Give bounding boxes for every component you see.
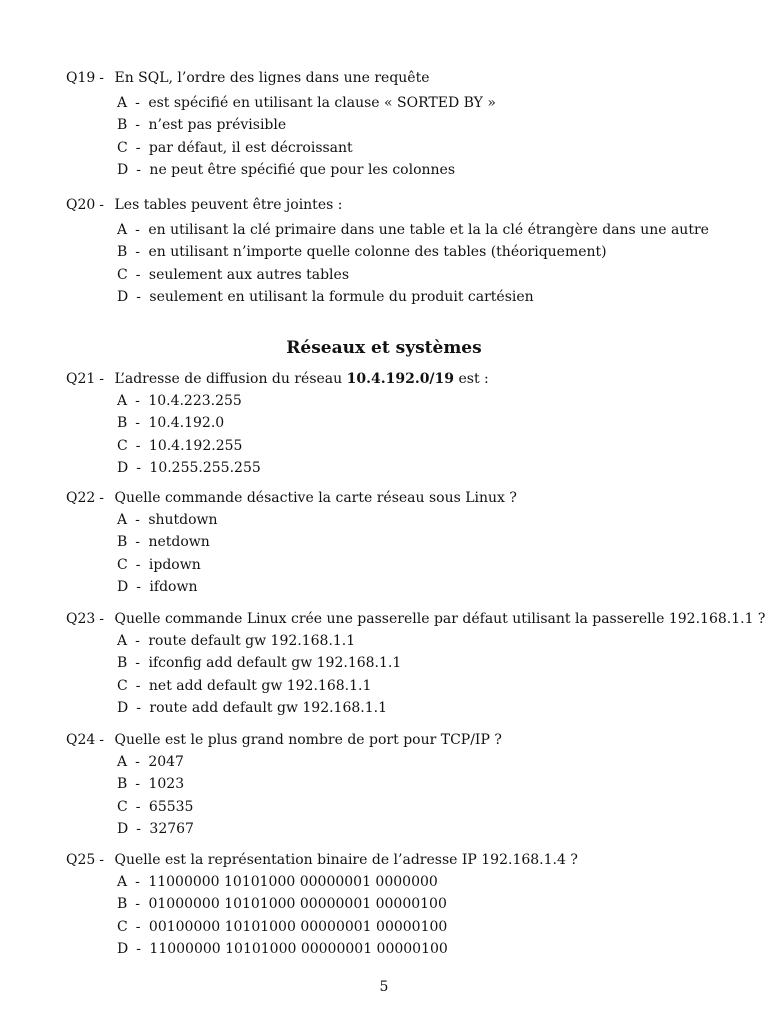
option-letter: B xyxy=(117,896,128,913)
option-letter: D xyxy=(117,941,129,958)
question-text-suffix: est : xyxy=(458,371,489,387)
question-number: Q19 xyxy=(66,70,96,86)
option-text: shutdown xyxy=(148,512,218,528)
option-text: route default gw 192.168.1.1 xyxy=(148,633,356,649)
question-number: Q20 xyxy=(66,197,96,213)
question-stem: Q19 - En SQL, l’ordre des lignes dans une requête xyxy=(66,67,728,89)
option-text: 11000000 10101000 00000001 0000000 xyxy=(148,874,438,890)
option-text: 65535 xyxy=(148,798,194,815)
question-q24 xyxy=(66,729,728,841)
option-text: ne peut être spécifié que pour les colonnes xyxy=(149,162,456,179)
option-text: par défaut, il est décroissant xyxy=(148,139,353,156)
answer-option-c: C - seulement aux autres tables xyxy=(66,264,728,286)
option-text: 11000000 10101000 00000001 00000100 xyxy=(149,941,448,958)
answer-option-c: C - net add default gw 192.168.1.1 xyxy=(66,675,728,697)
question-q21 xyxy=(66,368,728,480)
option-letter: A xyxy=(117,512,128,528)
question-text: Quelle est le plus grand nombre de port pour TCP/IP ? xyxy=(114,732,502,748)
question-q19 xyxy=(66,67,728,182)
option-text: 1023 xyxy=(148,776,185,793)
option-letter: B xyxy=(117,117,128,134)
answer-option-b: B - en utilisant n’importe quelle colonne des tables (théoriquement) xyxy=(66,241,728,263)
option-text: seulement en utilisant la formule du produit cartésien xyxy=(149,289,534,306)
answer-option-a: A - shutdown xyxy=(66,509,728,531)
option-letter: A xyxy=(117,393,128,409)
answer-option-a: A - 10.4.223.255 xyxy=(66,390,728,412)
answer-option-b: B - ifconfig add default gw 192.168.1.1 xyxy=(66,652,728,674)
option-letter: D xyxy=(117,289,129,306)
question-number: Q22 xyxy=(66,490,96,506)
option-letter: A xyxy=(117,874,128,890)
question-q22 xyxy=(66,487,728,599)
question-q20 xyxy=(66,194,728,309)
section-title: Réseaux et systèmes xyxy=(286,338,482,358)
option-text: ifdown xyxy=(149,579,198,596)
question-stem: Q22 - Quelle commande désactive la carte réseau sous Linux ? xyxy=(66,487,728,509)
option-letter: A xyxy=(117,633,128,649)
option-text: 10.255.255.255 xyxy=(149,460,261,477)
option-text: 10.4.192.0 xyxy=(148,415,225,432)
question-text: Quelle est la représentation binaire de l’adresse IP 192.168.1.4 ? xyxy=(114,852,578,868)
option-letter: A xyxy=(117,222,128,238)
option-letter: B xyxy=(117,244,128,261)
question-q23 xyxy=(66,608,766,720)
question-stem: Q24 - Quelle est le plus grand nombre de port pour TCP/IP ? xyxy=(66,729,728,751)
option-text: 10.4.192.255 xyxy=(148,437,243,454)
option-text: 00100000 10101000 00000001 00000100 xyxy=(148,918,448,935)
question-stem: Q21 - L’adresse de diffusion du réseau 10.4.192.0/19 est : xyxy=(66,368,728,390)
option-letter: A xyxy=(117,754,128,770)
question-number: Q25 xyxy=(66,852,96,868)
option-text: ipdown xyxy=(148,556,201,573)
option-text: 32767 xyxy=(149,821,194,838)
option-letter: A xyxy=(117,95,128,111)
answer-option-a: A - route default gw 192.168.1.1 xyxy=(66,630,728,652)
answer-option-a: A - 11000000 10101000 00000001 0000000 xyxy=(66,871,728,893)
option-letter: C xyxy=(117,798,128,815)
network-address: 10.4.192.0/19 xyxy=(346,371,455,387)
option-text: route add default gw 192.168.1.1 xyxy=(149,700,387,717)
option-text: net add default gw 192.168.1.1 xyxy=(148,677,372,694)
option-letter: C xyxy=(117,918,128,935)
answer-option-d: D - ifdown xyxy=(66,576,728,598)
option-letter: D xyxy=(117,579,129,596)
answer-option-b: B - netdown xyxy=(66,531,728,553)
page-number: 5 xyxy=(379,979,389,995)
option-letter: D xyxy=(117,700,129,717)
option-text: 2047 xyxy=(148,754,184,770)
question-text: Quelle commande désactive la carte réseau sous Linux ? xyxy=(114,490,517,506)
answer-option-b: B - 01000000 10101000 00000001 00000100 xyxy=(66,893,728,915)
answer-option-a: A - en utilisant la clé primaire dans une table et la la clé étrangère dans une autre xyxy=(66,219,728,241)
option-text: 10.4.223.255 xyxy=(148,393,242,409)
option-letter: B xyxy=(117,415,128,432)
answer-option-b: B - 10.4.192.0 xyxy=(66,412,728,434)
option-letter: C xyxy=(117,139,128,156)
answer-option-a: A - est spécifié en utilisant la clause « SORTED BY » xyxy=(66,92,728,114)
answer-option-d: D - route add default gw 192.168.1.1 xyxy=(66,697,728,719)
answer-option-d: D - 10.255.255.255 xyxy=(66,457,728,479)
option-letter: D xyxy=(117,821,129,838)
answer-option-d: D - 11000000 10101000 00000001 00000100 xyxy=(66,938,728,960)
answer-option-c: C - 00100000 10101000 00000001 00000100 xyxy=(66,916,728,938)
option-text: est spécifié en utilisant la clause « SORTED BY » xyxy=(148,95,496,111)
option-text: 01000000 10101000 00000001 00000100 xyxy=(148,896,447,913)
option-text: netdown xyxy=(148,534,210,551)
option-letter: D xyxy=(117,460,129,477)
answer-option-a: A - 2047 xyxy=(66,751,728,773)
answer-option-c: C - 65535 xyxy=(66,796,728,818)
question-text: Les tables peuvent être jointes : xyxy=(114,197,343,213)
answer-option-d: D - seulement en utilisant la formule du produit cartésien xyxy=(66,286,728,308)
option-letter: D xyxy=(117,162,129,179)
option-letter: C xyxy=(117,677,128,694)
answer-option-d: D - 32767 xyxy=(66,818,728,840)
option-letter: C xyxy=(117,266,128,283)
option-letter: B xyxy=(117,655,128,672)
option-letter: C xyxy=(117,556,128,573)
question-text: Quelle commande Linux crée une passerelle par défaut utilisant la passerelle 192.168.1.1 ? xyxy=(114,611,766,627)
answer-option-d: D - ne peut être spécifié que pour les colonnes xyxy=(66,159,728,181)
question-number: Q21 xyxy=(66,371,96,387)
option-letter: C xyxy=(117,437,128,454)
option-text: seulement aux autres tables xyxy=(148,266,350,283)
question-q25 xyxy=(66,849,728,961)
answer-option-c: C - par défaut, il est décroissant xyxy=(66,137,728,159)
question-number: Q23 xyxy=(66,611,96,627)
option-text: en utilisant n’importe quelle colonne des tables (théoriquement) xyxy=(148,244,607,261)
option-text: ifconfig add default gw 192.168.1.1 xyxy=(148,655,402,672)
question-number: Q24 xyxy=(66,732,96,748)
question-stem: Q25 - Quelle est la représentation binaire de l’adresse IP 192.168.1.4 ? xyxy=(66,849,728,871)
option-text: en utilisant la clé primaire dans une table et la la clé étrangère dans une autre xyxy=(148,222,709,238)
answer-option-c: C - ipdown xyxy=(66,554,728,576)
question-text: En SQL, l’ordre des lignes dans une requête xyxy=(114,70,430,86)
option-letter: B xyxy=(117,534,128,551)
answer-option-c: C - 10.4.192.255 xyxy=(66,435,728,457)
question-text: L’adresse de diffusion du réseau xyxy=(114,371,343,387)
question-stem: Q20 - Les tables peuvent être jointes : xyxy=(66,194,728,216)
option-letter: B xyxy=(117,776,128,793)
answer-option-b: B - n’est pas prévisible xyxy=(66,114,728,136)
question-stem: Q23 - Quelle commande Linux crée une passerelle par défaut utilisant la passerelle 192.168.1.1 ? xyxy=(66,608,728,630)
answer-option-b: B - 1023 xyxy=(66,773,728,795)
option-text: n’est pas prévisible xyxy=(148,117,287,134)
